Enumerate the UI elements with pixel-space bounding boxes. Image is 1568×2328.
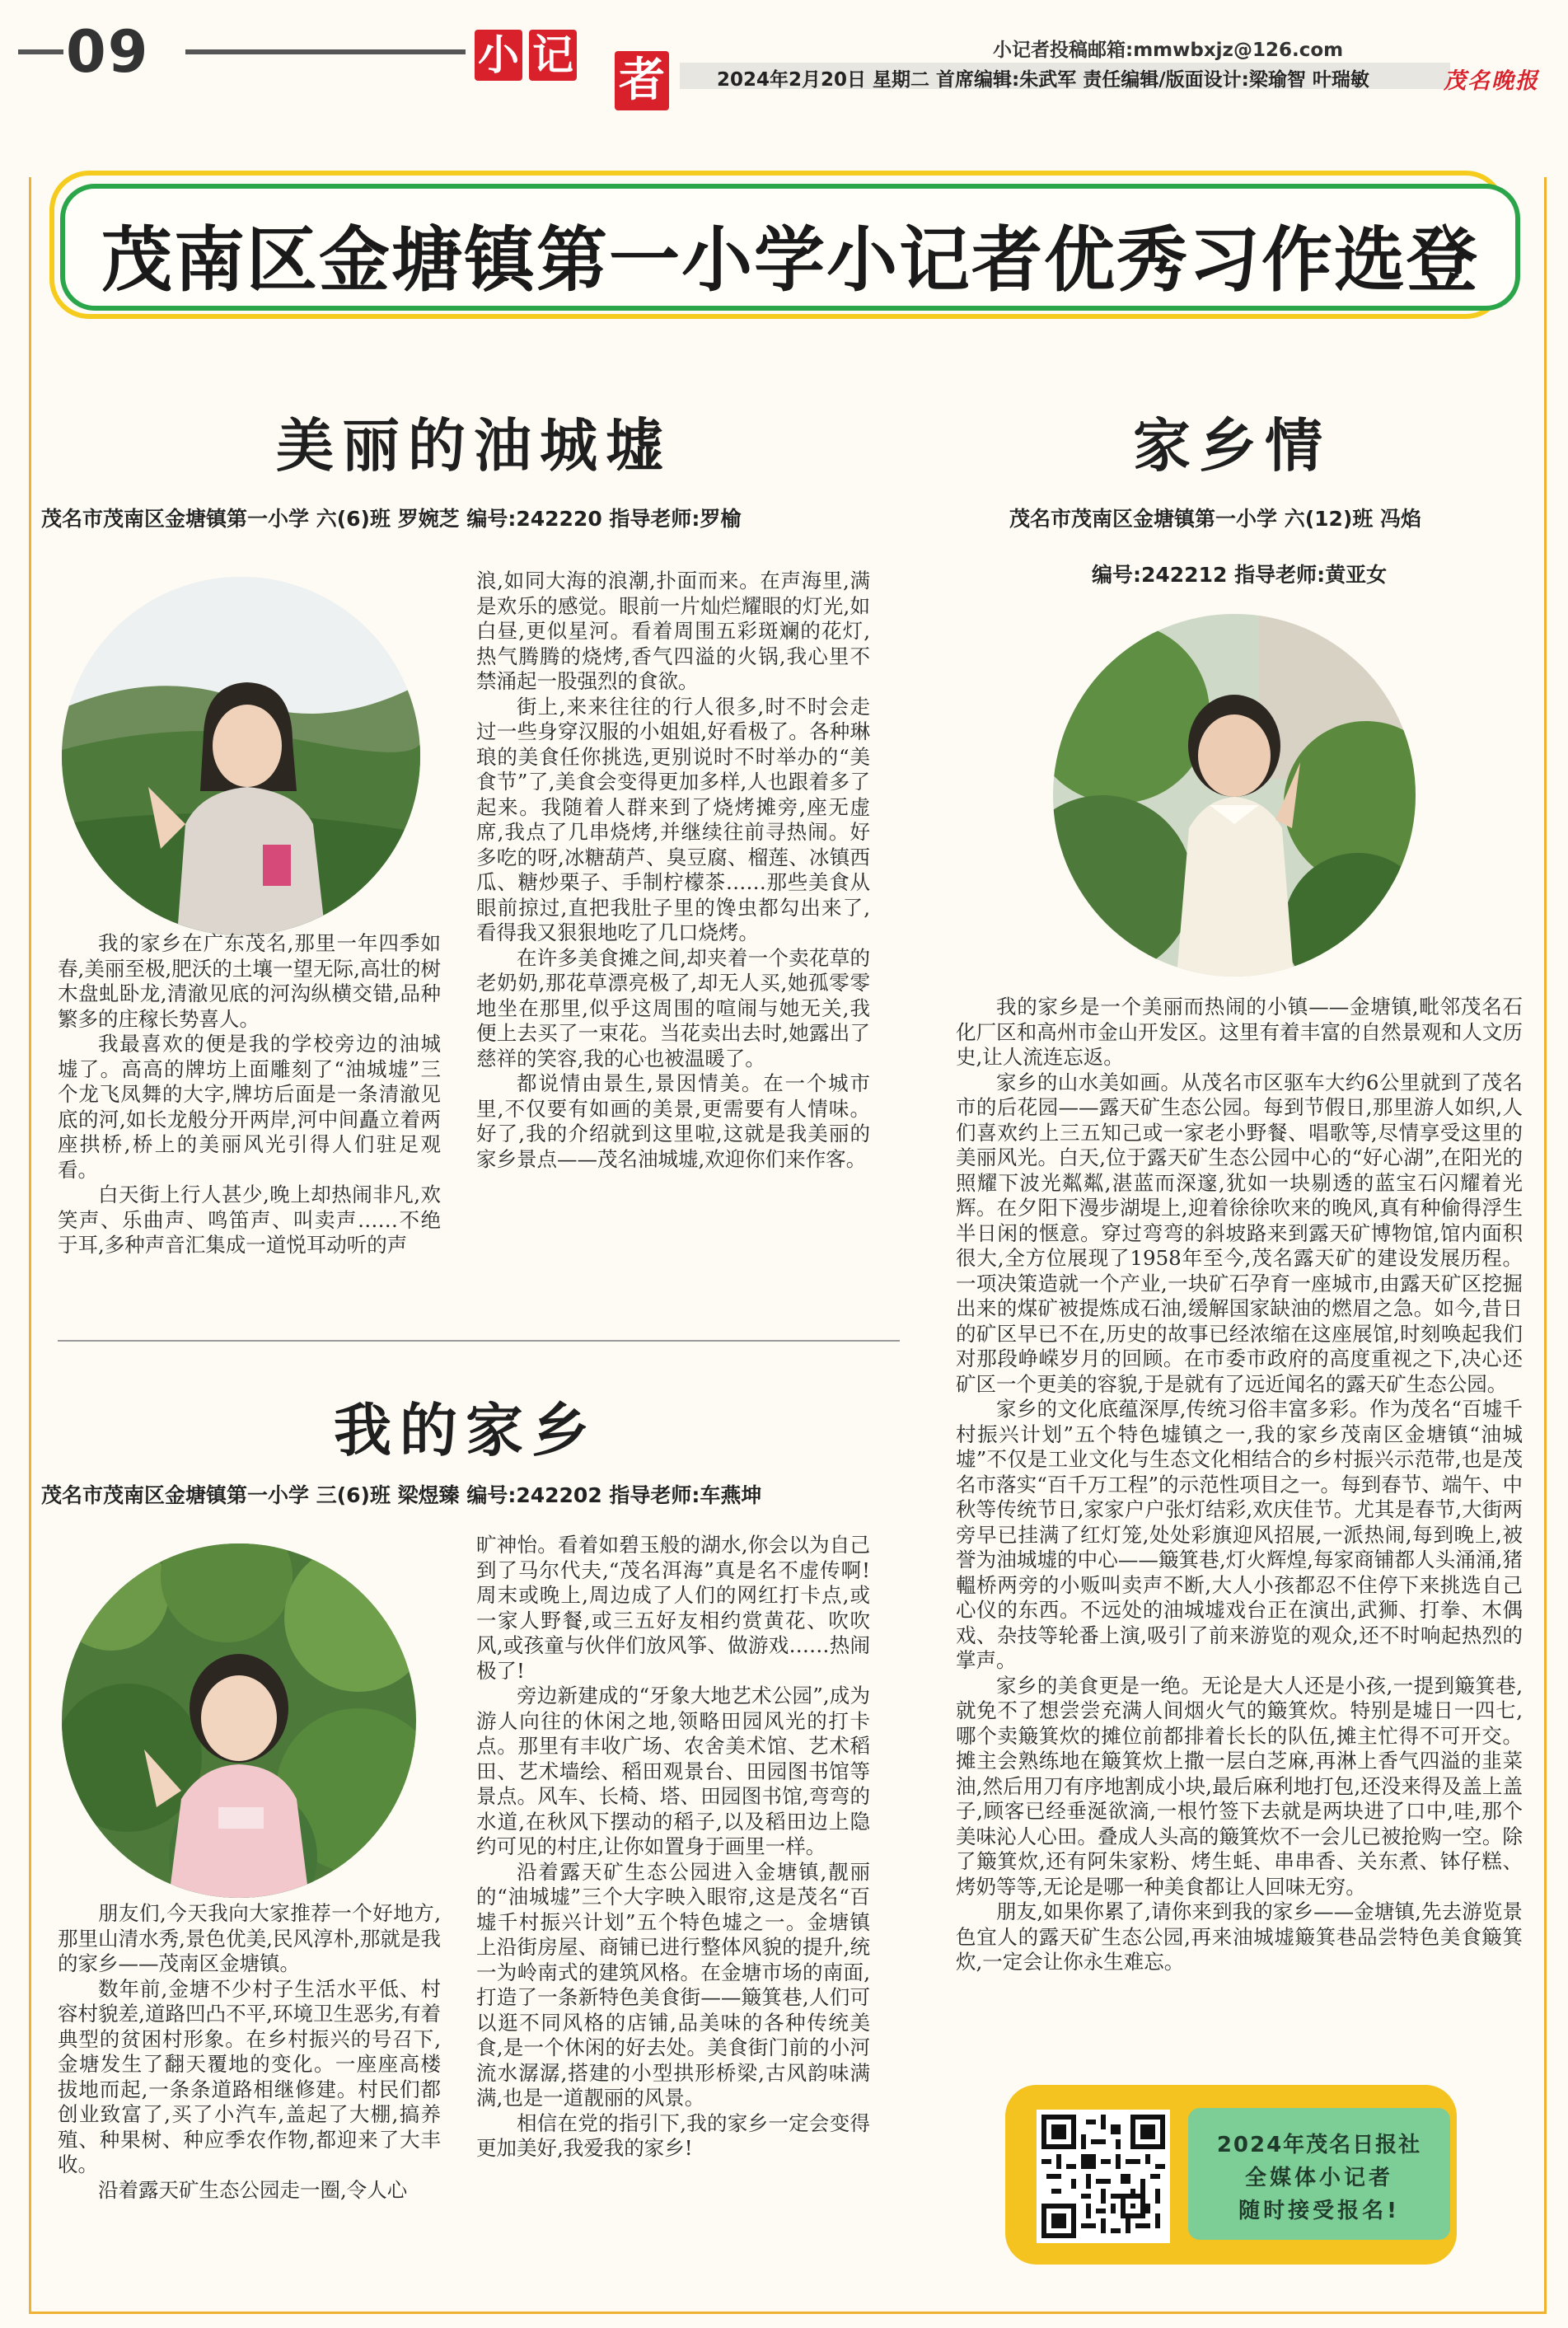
section-char-3: 者	[615, 51, 669, 110]
newspaper-logo	[1444, 63, 1546, 94]
submission-email: 小记者投稿邮箱:mmwbxjz@126.com	[993, 40, 1344, 61]
article3-paragraph: 家乡的山水美如画。从茂名市区驱车大约6公里就到了茂名市的后花园——露天矿生态公园。每到节假日,那里游人如织,人们喜欢约上三五知己或一家老小野餐、唱歌等,尽情享受这里的美丽风光。白天,位于露天矿生态公园中心的“好心湖”,在阳光的照耀下波光粼粼,湛蓝而深邃,犹如一块剔透的蓝宝石闪耀着光辉。在夕阳下漫步湖堤上,迎着徐徐吹来的晚风,真有种偷得浮生半日闲的惬意。穿过弯弯的斜坡路来到露天矿博物馆,馆内面积很大,全方位展现了1958年至今,茂名露天矿的建设发展历程。一项决策造就一个产业,一块矿石孕育一座城市,由露天矿区挖掘出来的煤矿被提炼成石油,缓解国家缺油的燃眉之急。如今,昔日的矿区早已不在,历史的故事已经浓缩在这座展馆,时刻唤起我们对那段峥嵘岁月的回顾。在市委市政府的高度重视之下,决心还矿区一个更美的容貌,于是就有了远近闻名的露天矿生态公园。	[956, 1070, 1523, 1396]
article3-paragraph: 家乡的美食更是一绝。无论是大人还是小孩,一提到簸箕巷,就免不了想尝尝充满人间烟火气的簸箕炊。特别是墟日一四七,哪个卖簸箕炊的摊位前都排着长长的队伍,摊主忙得不可开交。摊主会熟练地在簸箕炊上撒一层白芝麻,再淋上香气四溢的韭菜油,然后用刀有序地割成小块,最后麻利地打包,还没来得及盖上盖子,顾客已经垂涎欲滴,一根竹签下去就是两块进了口中,哇,那个美味沁人心田。叠成人头高的簸箕炊不一会儿已被抢购一空。除了簸箕炊,还有阿朱家粉、烤生蚝、串串香、关东煮、钵仔糕、烤奶等等,无论是哪一种美食都让人回味无穷。	[956, 1673, 1523, 1899]
article2-column-1	[58, 1901, 441, 2203]
article1-paragraph: 街上,来来往往的行人很多,时不时会走过一些身穿汉服的小姐姐,好看极了。各种琳琅的美食任你挑选,更别说时不时举办的“美食节”了,美食会变得更加多样,人也跟着多了起来。我随着人群来到了烧烤摊旁,座无虚席,我点了几串烧烤,并继续往前寻热闹。好多吃的呀,冰糖葫芦、臭豆腐、榴莲、冰镇西瓜、糖炒栗子、手制柠檬茶……那些美食从眼前掠过,直把我肚子里的馋虫都勾出来了,看得我又狠狠地吃了几口烧烤。	[476, 694, 870, 944]
article2-paragraph: 沿着露天矿生态公园进入金塘镇,靓丽的“油城墟”三个大字映入眼帘,这是茂名“百墟千村振兴计划”五个特色墟之一。金塘镇上沿街房屋、商铺已进行整体风貌的提升,统一为岭南式的建筑风格。在金塘市场的南面,打造了一条新特色美食街——簸箕巷,人们可以逛不同风格的店铺,品美味的各种传统美食,是一个休闲的好去处。美食街门前的小河流水潺潺,搭建的小型拱形桥梁,古风韵味满满,也是一道靓丽的风景。	[476, 1859, 870, 2110]
article2-column-2	[476, 1533, 870, 2162]
banner-title: 茂南区金塘镇第一小学小记者优秀习作选登	[101, 219, 1479, 302]
article2-paragraph: 数年前,金塘不少村子生活水平低、村容村貌差,道路凹凸不平,环境卫生恶劣,有着典型的贫困村形象。在乡村振兴的号召下,金塘发生了翻天覆地的变化。一座座高楼拔地而起,一条条道路相继修建。村民们都创业致富了,买了小汽车,盖起了大棚,搞养殖、种果树、种应季农作物,都迎来了大丰收。	[58, 1976, 441, 2176]
promo-line-2: 全媒体小记者	[1244, 2166, 1393, 2190]
article3-paragraph: 我的家乡是一个美丽而热闹的小镇——金塘镇,毗邻茂名石化厂区和高州市金山开发区。这里有着丰富的自然景观和人文历史,让人流连忘返。	[956, 995, 1523, 1069]
section-char-2: 记	[529, 30, 577, 81]
masthead	[0, 0, 1568, 107]
article3-byline-1: 茂名市茂南区金塘镇第一小学 六(12)班 冯焰	[1009, 507, 1422, 531]
article1-paragraph: 白天街上行人甚少,晚上却热闹非凡,欢笑声、乐曲声、鸣笛声、叫卖声……不绝于耳,多种声音汇集成一道悦耳动听的声	[58, 1183, 441, 1257]
article2-paragraph: 旁边新建成的“牙象大地艺术公园”,成为游人向往的休闲之地,领略田园风光的打卡点。那里有丰收广场、农舍美术馆、艺术稻田、艺术墙绘、稻田观景台、田园图书馆等景点。风车、长椅、塔、田园图书馆,弯弯的水道,在秋风下摆动的稻子,以及稻田边上隐约可见的村庄,让你如置身于画里一样。	[476, 1684, 870, 1858]
article1-byline: 茂名市茂南区金塘镇第一小学 六(6)班 罗婉芝 编号:242220 指导老师:罗榆	[41, 507, 742, 531]
section-char-1: 小	[475, 30, 522, 81]
article3-body	[956, 995, 1523, 1975]
article2-title: 我的家乡	[334, 1397, 597, 1464]
article3-paragraph: 朋友,如果你累了,请你来到我的家乡——金塘镇,先去游览景色宜人的露天矿生态公园,再来油城墟簸箕巷品尝特色美食簸箕炊,一定会让你永生难忘。	[956, 1899, 1523, 1974]
article1-paragraph: 都说情由景生,景因情美。在一个城市里,不仅要有如画的美景,更需要有人情味。好了,我的介绍就到这里啦,这就是我美丽的家乡景点——茂名油城墟,欢迎你们来作客。	[476, 1071, 870, 1171]
promo-line-3: 随时接受报名!	[1238, 2199, 1400, 2223]
article1-paragraph: 我的家乡在广东茂名,那里一年四季如春,美丽至极,肥沃的土壤一望无际,高壮的树木盘虬卧龙,清澈见底的河沟纵横交错,品种繁多的庄稼长势喜人。	[58, 931, 441, 1031]
article3-byline-2: 编号:242212 指导老师:黄亚女	[1092, 563, 1388, 587]
article2-byline: 茂名市茂南区金塘镇第一小学 三(6)班 梁煜臻 编号:242202 指导老师:车燕坤	[41, 1483, 762, 1507]
logo-text: 茂名晚报	[1444, 68, 1539, 94]
article1-paragraph: 我最喜欢的便是我的学校旁边的油城墟了。高高的牌坊上面雕刻了“油城墟”三个龙飞凤舞的大字,牌坊后面是一条清澈见底的河,如长龙般分开两岸,河中间矗立着两座拱桥,桥上的美丽风光引得人们驻足观看。	[58, 1032, 441, 1182]
article1-paragraph: 在许多美食摊之间,却夹着一个卖花草的老奶奶,那花草漂亮极了,却无人买,她孤零零地坐在那里,似乎这周围的喧闹与她无关,我便上去买了一束花。当花卖出去时,她露出了慈祥的笑容,我的心也被温暖了。	[476, 945, 870, 1070]
promo-line-1: 2024年茂名日报社	[1216, 2133, 1422, 2157]
article1-title: 美丽的油城墟	[276, 412, 672, 480]
qr-code[interactable]	[1037, 2110, 1170, 2243]
article2-paragraph: 旷神怡。看着如碧玉般的湖水,你会以为自己到了马尔代夫,“茂名洱海”真是名不虚传啊!周末或晚上,周边成了人们的网红打卡点,或一家人野餐,或三五好友相约赏黄花、吹吹风,或孩童与伙伴们放风筝、做游戏……热闹极了!	[476, 1533, 870, 1683]
article2-paragraph: 朋友们,今天我向大家推荐一个好地方,那里山清水秀,景色优美,民风淳朴,那就是我的家乡——茂南区金塘镇。	[58, 1901, 441, 1975]
article1-author-photo	[62, 577, 420, 935]
article1-paragraph: 浪,如同大海的浪潮,扑面而来。在声海里,满是欢乐的感觉。眼前一片灿烂耀眼的灯光,如白昼,更似星河。看着周围五彩斑斓的花灯,热气腾腾的烧烤,香气四溢的火锅,我心里不禁涌起一股强烈的食欲。	[476, 569, 870, 693]
article3-paragraph: 家乡的文化底蕴深厚,传统习俗丰富多彩。作为茂名“百墟千村振兴计划”五个特色墟镇之一,我的家乡茂南区金塘镇“油城墟”不仅是工业文化与生态文化相结合的乡村振兴示范带,也是茂名市落实“百千万工程”的示范性项目之一。每到春节、端午、中秋等传统节日,家家户户张灯结彩,欢庆佳节。尤其是春节,大街两旁早已挂满了红灯笼,处处彩旗迎风招展,一派热闹,每到晚上,被誉为油城墟的中心——簸箕巷,灯火辉煌,每家商铺都人头涌涌,猪轀桥两旁的小贩叫卖声不断,大人小孩都忍不住停下来挑选自己心仪的东西。不远处的油城墟戏台正在演出,武狮、打拳、木偶戏、杂技等轮番上演,吸引了前来游览的观众,还不时响起热烈的掌声。	[956, 1397, 1523, 1672]
editor-line: 2024年2月20日 星期二 首席编辑:朱武军 责任编辑/版面设计:梁瑜智 叶瑞敏	[717, 69, 1369, 91]
article1-column-1	[58, 931, 441, 1258]
article3-title: 家乡情	[1133, 412, 1331, 480]
section-logo	[470, 18, 676, 109]
section-divider	[58, 1340, 900, 1342]
article2-paragraph: 沿着露天矿生态公园走一圈,令人心	[98, 2177, 408, 2202]
article2-author-photo	[62, 1543, 416, 1898]
article2-paragraph: 相信在党的指引下,我的家乡一定会变得更加美好,我爱我的家乡!	[476, 2110, 870, 2160]
article1-column-2	[476, 569, 870, 1172]
promo-box[interactable]	[1005, 2085, 1457, 2265]
page-number: 09	[66, 18, 150, 86]
article3-author-photo	[1053, 614, 1416, 977]
